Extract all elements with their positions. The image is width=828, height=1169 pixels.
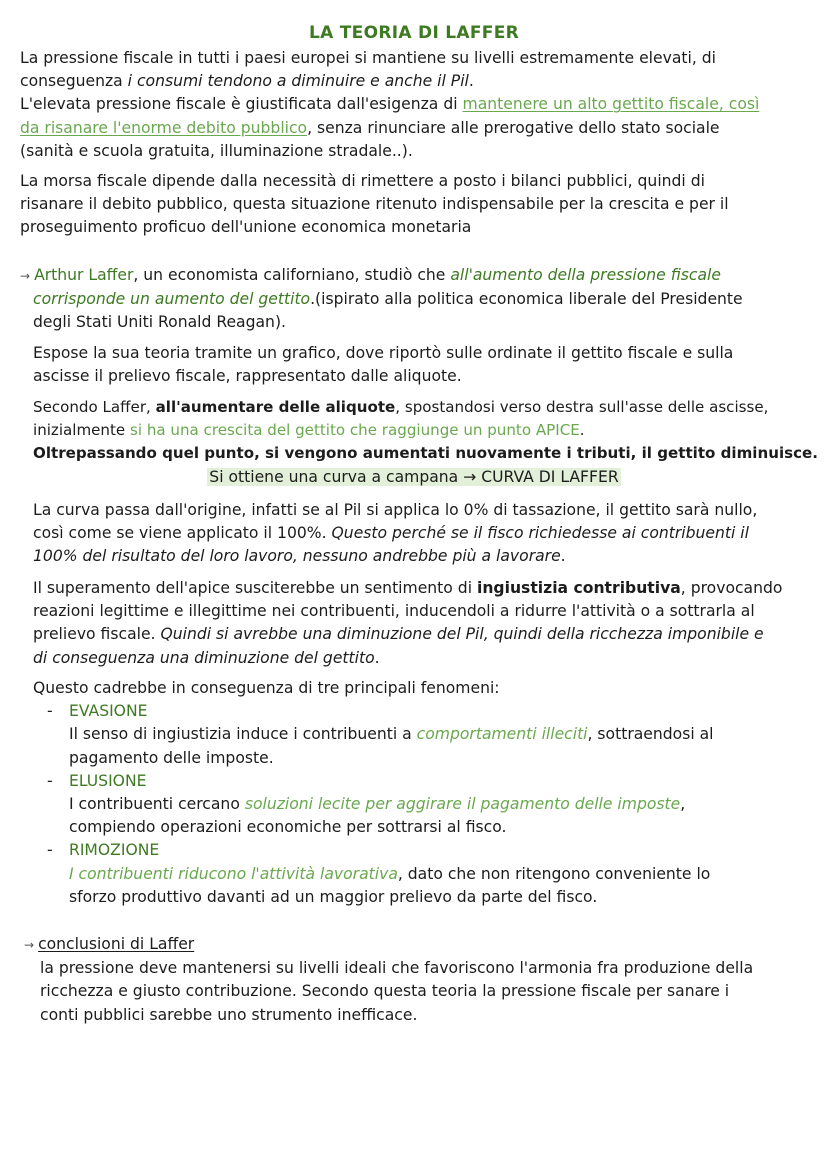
fenomeni-list: [33, 677, 714, 909]
morsa-paragraph: [20, 170, 729, 240]
conclusioni-line-2: ricchezza e giusto contribuzione. Secondo questa teoria la pressione fiscale per sanare i: [40, 982, 730, 1001]
conclusioni-heading: [24, 933, 753, 957]
superamento-line-1: Il superamento dell'apice susciterebbe un sentimento di ingiustizia contributiva, provocando: [33, 579, 783, 597]
curva-paragraph: [33, 499, 757, 569]
rimozione-line-1: I contribuenti riducono l'attività lavorativa, dato che non ritengono conveniente lo: [69, 864, 711, 883]
arrow-icon: →: [20, 269, 31, 283]
evasione-line-2: pagamento delle imposte.: [69, 748, 274, 767]
elusione-title: ELUSIONE: [69, 771, 147, 790]
evasione-line-1: Il senso di ingiustizia induce i contribuenti a comportamenti illeciti, sottraendosi al: [69, 725, 714, 744]
arrow-icon: →: [24, 938, 35, 952]
curva-laffer-highlight: Si ottiene una curva a campana → CURVA DI LAFFER: [209, 468, 619, 486]
intro-line-4: da risanare l'enorme debito pubblico, senza rinunciare alle prerogative dello stato sociale: [20, 118, 720, 137]
gettito-highlight: mantenere un alto gettito fiscale, così: [462, 95, 760, 114]
laffer-name: Arthur Laffer: [34, 266, 134, 284]
conclusioni-line-3: conti pubblici sarebbe uno strumento inefficace.: [40, 1005, 418, 1024]
intro-line-5: (sanità e scuola gratuita, illuminazione stradale..).: [20, 141, 413, 160]
superamento-line-3: prelievo fiscale. Quindi si avrebbe una diminuzione del Pil, quindi della ricchezza imponibile e: [33, 625, 764, 644]
superamento-line-4: di conseguenza una diminuzione del gettito.: [33, 648, 380, 667]
apice-highlight: si ha una crescita del gettito che raggiunge un punto APICE: [129, 421, 580, 440]
superamento-paragraph: [33, 577, 782, 670]
conclusioni-title: conclusioni di Laffer: [38, 935, 195, 953]
aliquote-bold: all'aumentare delle aliquote: [155, 398, 396, 416]
elusione-line-1: I contribuenti cercano soluzioni lecite per aggirare il pagamento delle imposte,: [69, 795, 686, 814]
page-title: LA TEORIA DI LAFFER: [308, 23, 520, 43]
fenomeni-intro: Questo cadrebbe in conseguenza di tre principali fenomeni:: [33, 679, 500, 697]
rimozione-title-row: [33, 839, 714, 862]
laffer-paragraph: [20, 264, 743, 335]
rimozione-title: RIMOZIONE: [69, 841, 160, 860]
intro-line-2: conseguenza i consumi tendono a diminuire e anche il Pil.: [20, 72, 474, 91]
consumi-italic: i consumi tendono a diminuire e anche il Pil: [127, 72, 469, 91]
curva-laffer-callout: [0, 466, 828, 489]
laffer-thesis: all'aumento della pressione fiscale: [450, 266, 721, 284]
grafico-paragraph: [33, 342, 733, 388]
morsa-line-1: La morsa fiscale dipende dalla necessità di rimettere a posto i bilanci pubblici, quindi di: [20, 172, 705, 190]
intro-line-3: L'elevata pressione fiscale è giustificata dall'esigenza di mantenere un alto gettito fiscale, così: [20, 95, 760, 114]
laffer-line-3: degli Stati Uniti Ronald Reagan).: [33, 313, 286, 332]
curva-line-2: così come se viene applicato il 100%. Questo perché se il fisco richiedesse ai contribuenti il: [33, 524, 749, 543]
list-dash: -: [47, 841, 53, 860]
intro-paragraph: [20, 47, 759, 163]
curva-line-1: La curva passa dall'origine, infatti se al Pil si applica lo 0% di tassazione, il gettito sarà nullo,: [33, 501, 758, 519]
laffer-line-2: corrisponde un aumento del gettito.(ispirato alla politica economica liberale del Presidente: [33, 290, 743, 309]
rimozione-line-2: sforzo produttivo davanti ad un maggior prelievo da parte del fisco.: [69, 887, 598, 906]
debito-highlight: da risanare l'enorme debito pubblico: [20, 118, 308, 137]
laffer-line-1: → Arthur Laffer, un economista californiano, studiò che all'aumento della pressione fiscale: [20, 266, 721, 284]
morsa-line-3: proseguimento proficuo dell'unione economica monetaria: [20, 218, 472, 237]
list-dash: -: [47, 771, 53, 790]
grafico-line-2: ascisse il prelievo fiscale, rappresentato dalle aliquote.: [33, 367, 462, 386]
ingiustizia-bold: ingiustizia contributiva: [476, 579, 681, 597]
elusione-title-row: [33, 770, 714, 793]
evasione-title-row: [33, 700, 714, 723]
intro-line-1: La pressione fiscale in tutti i paesi europei si mantiene su livelli estremamente elevati, di: [20, 49, 716, 67]
curva-line-3: 100% del risultato del loro lavoro, nessuno andrebbe più a lavorare.: [33, 547, 566, 566]
morsa-line-2: risanare il debito pubblico, questa situazione ritenuto indispensabile per la crescita e per il: [20, 195, 729, 214]
evasione-title: EVASIONE: [69, 702, 148, 721]
secondo-paragraph: [33, 396, 818, 466]
secondo-line-1: Secondo Laffer, all'aumentare delle aliquote, spostandosi verso destra sull'asse delle ascisse,: [33, 398, 769, 416]
superamento-line-2: reazioni legittime e illegittime nei contribuenti, inducendoli a ridurre l'attività o a sottrarla al: [33, 602, 755, 621]
conclusioni-paragraph: [24, 933, 753, 1027]
secondo-line-3: Oltrepassando quel punto, si vengono aumentati nuovamente i tributi, il gettito diminuisce.: [33, 444, 818, 463]
list-dash: -: [47, 702, 53, 721]
secondo-line-2: inizialmente si ha una crescita del gettito che raggiunge un punto APICE.: [33, 421, 585, 440]
elusione-line-2: compiendo operazioni economiche per sottrarsi al fisco.: [69, 818, 507, 837]
grafico-line-1: Espose la sua teoria tramite un grafico, dove riportò sulle ordinate il gettito fiscale e sulla: [33, 344, 734, 362]
conclusioni-line-1: la pressione deve mantenersi su livelli ideali che favoriscono l'armonia fra produzione della: [40, 959, 754, 978]
